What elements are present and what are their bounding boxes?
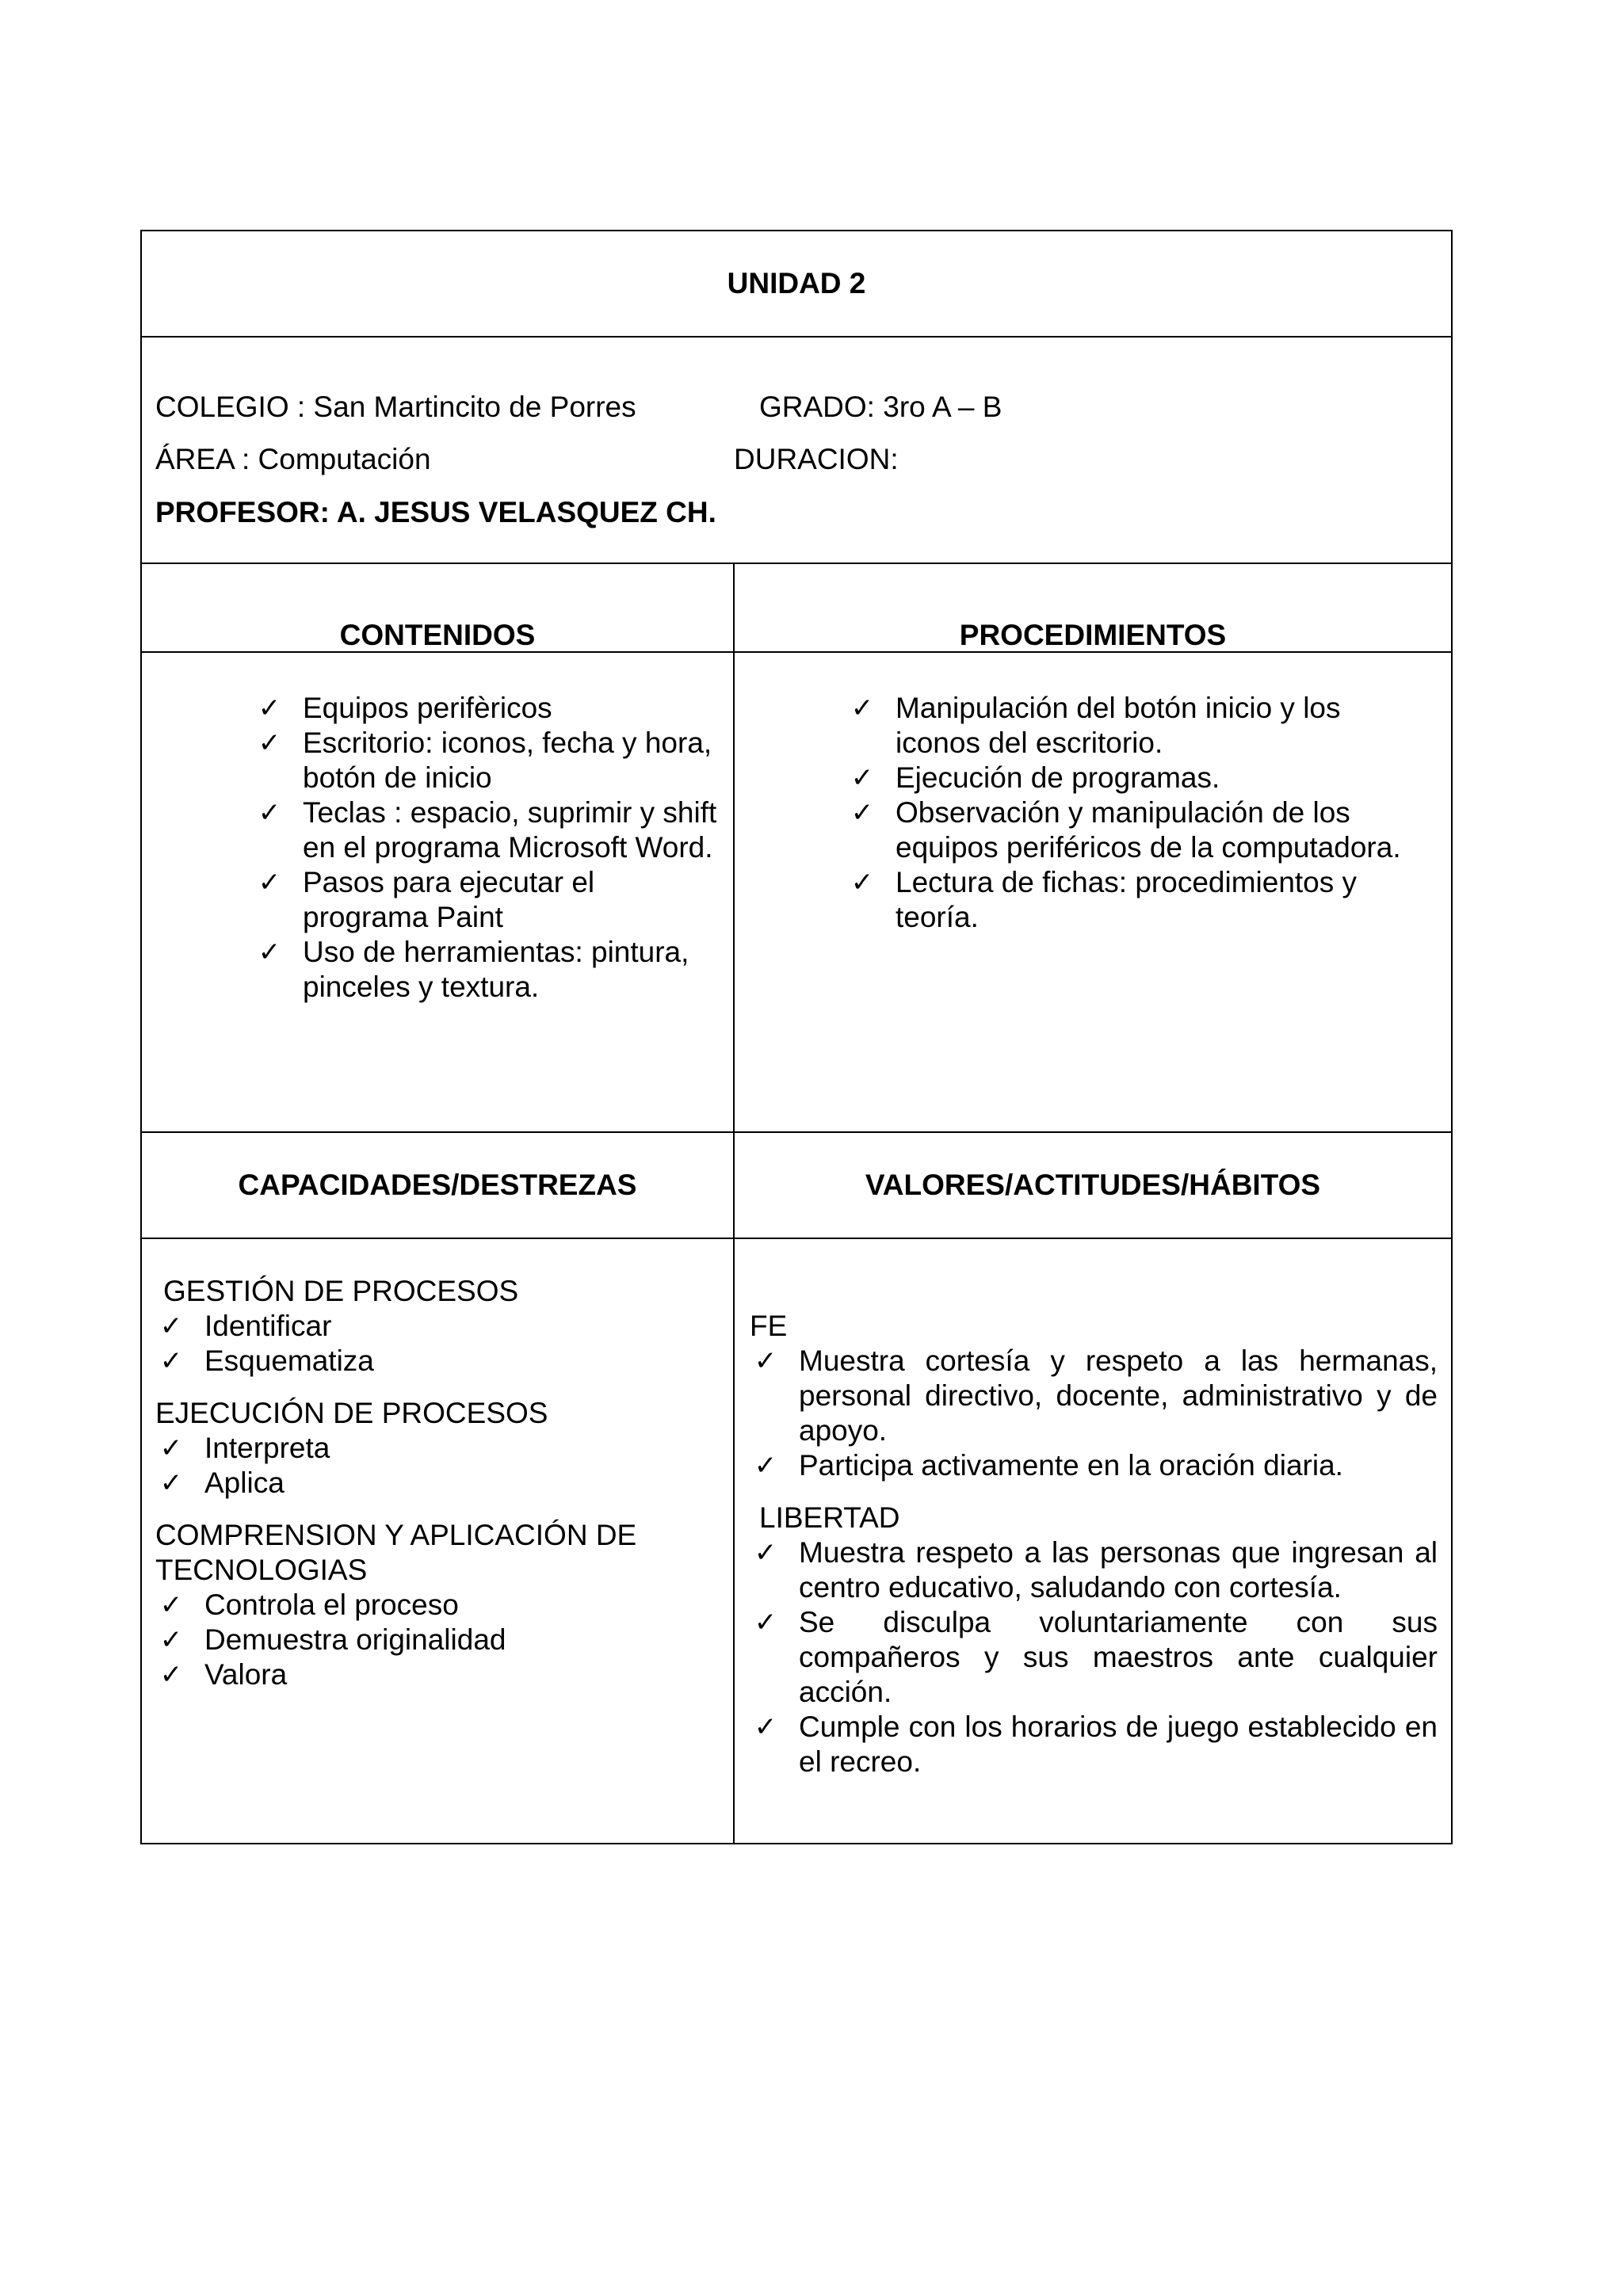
valores-body [750,1309,1438,1779]
procedimientos-list [846,691,1433,935]
list-item: ✓ Observación y manipulación de los equipos periféricos de la computadora. [846,795,1433,865]
list-item: ✓ Controla el proceso [155,1588,720,1623]
section-title: LIBERTAD [759,1501,900,1534]
section-title: FE [750,1310,788,1342]
check-mark-icon: ✓ [754,1450,777,1482]
check-mark-icon: ✓ [258,727,281,759]
list-item: ✓ Valora [155,1657,720,1692]
grado-label: GRADO: 3ro A – B [759,391,1002,423]
capacidades-list [155,1309,720,1379]
check-mark-icon: ✓ [159,1345,183,1377]
check-mark-icon: ✓ [850,692,874,724]
list-item: ✓ Equipos perifèricos [254,691,718,726]
check-mark-icon: ✓ [754,1607,777,1638]
capacidades-body [155,1274,720,1692]
valores-list [750,1535,1438,1779]
check-mark-icon: ✓ [258,867,281,898]
list-item: ✓ Uso de herramientas: pintura, pinceles y textura. [254,935,718,1005]
list-item: ✓ Cumple con los horarios de juego establecido en el recreo. [750,1710,1438,1779]
check-mark-icon: ✓ [159,1624,183,1656]
duracion-label: DURACION: [734,443,899,475]
contenidos-list [254,691,718,1005]
capacidades-header: CAPACIDADES/DESTREZAS [238,1169,637,1201]
profesor-label: PROFESOR: A. JESUS VELASQUEZ CH. [155,496,716,528]
section-title: COMPRENSION Y APLICACIÓN DE TECNOLOGIAS [155,1519,637,1586]
check-mark-icon: ✓ [258,936,281,968]
list-item: ✓ Aplica [155,1466,720,1501]
capacidades-list [155,1588,720,1692]
check-mark-icon: ✓ [850,762,874,794]
capacidades-list [155,1431,720,1501]
check-mark-icon: ✓ [754,1537,777,1569]
check-mark-icon: ✓ [258,692,281,724]
list-item: ✓ Esquematiza [155,1344,720,1379]
procedimientos-header: PROCEDIMIENTOS [959,619,1227,651]
list-item: ✓ Pasos para ejecutar el programa Paint [254,865,718,935]
list-item: ✓ Se disculpa voluntariamente con sus compañeros y sus maestros ante cualquier acción. [750,1605,1438,1710]
area-label: ÁREA : Computación [155,443,431,475]
colegio-label: COLEGIO : San Martincito de Porres [155,391,636,423]
list-item: ✓ Muestra respeto a las personas que ingresan al centro educativo, saludando con cortesía. [750,1535,1438,1605]
check-mark-icon: ✓ [159,1589,183,1621]
list-item: ✓ Lectura de fichas: procedimientos y teoría. [846,865,1433,935]
contenidos-header: CONTENIDOS [339,619,536,651]
list-item: ✓ Demuestra originalidad [155,1623,720,1657]
check-mark-icon: ✓ [850,867,874,898]
list-item: ✓ Muestra cortesía y respeto a las hermanas, personal directivo, docente, administrativo y de apoyo. [750,1344,1438,1448]
valores-list [750,1344,1438,1483]
check-mark-icon: ✓ [754,1345,777,1377]
unit-title: UNIDAD 2 [727,267,866,299]
check-mark-icon: ✓ [159,1432,183,1464]
list-item: ✓ Teclas : espacio, suprimir y shift en el programa Microsoft Word. [254,795,718,865]
list-item: ✓ Ejecución de programas. [846,761,1433,795]
check-mark-icon: ✓ [258,797,281,829]
valores-header: VALORES/ACTITUDES/HÁBITOS [865,1169,1321,1201]
list-item: ✓ Participa activamente en la oración diaria. [750,1448,1438,1483]
list-item: ✓ Manipulación del botón inicio y los iconos del escritorio. [846,691,1433,761]
check-mark-icon: ✓ [754,1711,777,1743]
check-mark-icon: ✓ [159,1310,183,1342]
list-item: ✓ Identificar [155,1309,720,1344]
list-item: ✓ Escritorio: iconos, fecha y hora, botón de inicio [254,726,718,795]
list-item: ✓ Interpreta [155,1431,720,1466]
check-mark-icon: ✓ [850,797,874,829]
check-mark-icon: ✓ [159,1467,183,1499]
section-title: GESTIÓN DE PROCESOS [163,1275,519,1307]
check-mark-icon: ✓ [159,1659,183,1691]
section-title: EJECUCIÓN DE PROCESOS [155,1397,548,1429]
